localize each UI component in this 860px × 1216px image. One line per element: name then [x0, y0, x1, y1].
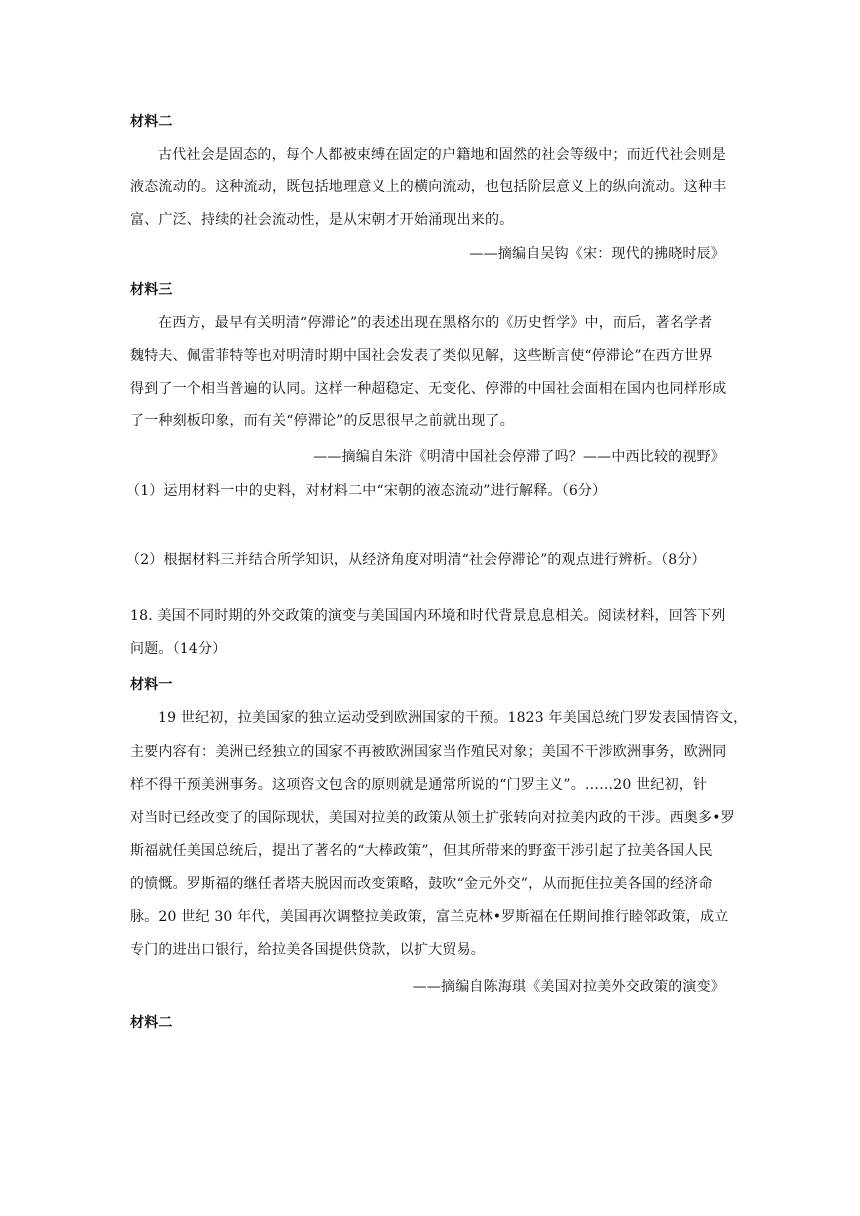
material2-line: 液态流动的。这种流动，既包括地理意义上的横向流动，也包括阶层意义上的纵向流动。这种丰 — [130, 179, 727, 195]
material2-line: 古代社会是固态的，每个人都被束缚在固定的户籍地和固然的社会等级中；而近代社会则是 — [158, 147, 726, 163]
question-2: （2）根据材料三并结合所学知识，从经济角度对明清“社会停滞论”的观点进行辨析。（8分） — [126, 552, 706, 568]
material3-line: 得到了一个相当普遍的认同。这样一种超稳定、无变化、停滞的中国社会面相在国内也同样形成 — [130, 381, 727, 397]
material3-heading: 材料三 — [130, 282, 173, 298]
material3-source: ——摘编自朱浒《明清中国社会停滞了吗？——中西比较的视野》 — [313, 449, 725, 465]
material2b-heading: 材料二 — [130, 1015, 173, 1031]
material1-line: 主要内容有：美洲已经独立的国家不再被欧洲国家当作殖民对象；美国不干涉欧洲事务，欧洲同 — [130, 744, 727, 760]
material1-line: 斯福就任美国总统后，提出了著名的“大棒政策”，但其所带来的野蛮干涉引起了拉美各国人民 — [130, 843, 713, 859]
material1-line: 对当时已经改变了的国际现状，美国对拉美的政策从领土扩张转向对拉美内政的干涉。西奥多•罗 — [130, 810, 735, 826]
material1-heading: 材料一 — [130, 677, 173, 693]
material1-line: 专门的进出口银行，给拉美各国提供贷款，以扩大贸易。 — [130, 942, 485, 958]
material2-line: 富、广泛、持续的社会流动性，是从宋朝才开始涌现出来的。 — [130, 212, 514, 228]
material1-line: 的愤慨。罗斯福的继任者塔夫脱因而改变策略，鼓吹“金元外交”，从而扼住拉美各国的经济命 — [130, 876, 713, 892]
material1-line: 样不得干预美洲事务。这项咨文包含的原则就是通常所说的“门罗主义”。……20 世纪初，针 — [130, 777, 708, 793]
material1-line: 脉。20 世纪 30 年代，美国再次调整拉美政策，富兰克林•罗斯福在任期间推行睦邻政策，成立 — [130, 909, 729, 925]
question-18-line: 18. 美国不同时期的外交政策的演变与美国国内环境和时代背景息息相关。阅读材料，回答下列 — [130, 608, 726, 624]
material3-line: 在西方，最早有关明清“停滞论”的表述出现在黑格尔的《历史哲学》中，而后，著名学者 — [158, 315, 713, 331]
material2-heading: 材料二 — [130, 114, 173, 130]
question-1: （1）运用材料一中的史料，对材料二中“宋朝的液态流动”进行解释。（6分） — [126, 483, 607, 499]
material3-line: 魏特夫、佩雷菲特等也对明清时期中国社会发表了类似见解，这些断言使“停滞论”在西方世界 — [130, 348, 713, 364]
material2-source: ——摘编自吴钩《宋：现代的拂晓时辰》 — [469, 246, 725, 262]
material1-source: ——摘编自陈海琪《美国对拉美外交政策的演变》 — [412, 979, 725, 995]
material1-line: 19 世纪初，拉美国家的独立运动受到欧洲国家的干预。1823 年美国总统门罗发表国情咨文， — [158, 710, 748, 726]
question-18-line: 问题。（14分） — [130, 641, 227, 657]
material3-line: 了一种刻板印象，而有关“停滞论”的反思很早之前就出现了。 — [130, 413, 514, 429]
